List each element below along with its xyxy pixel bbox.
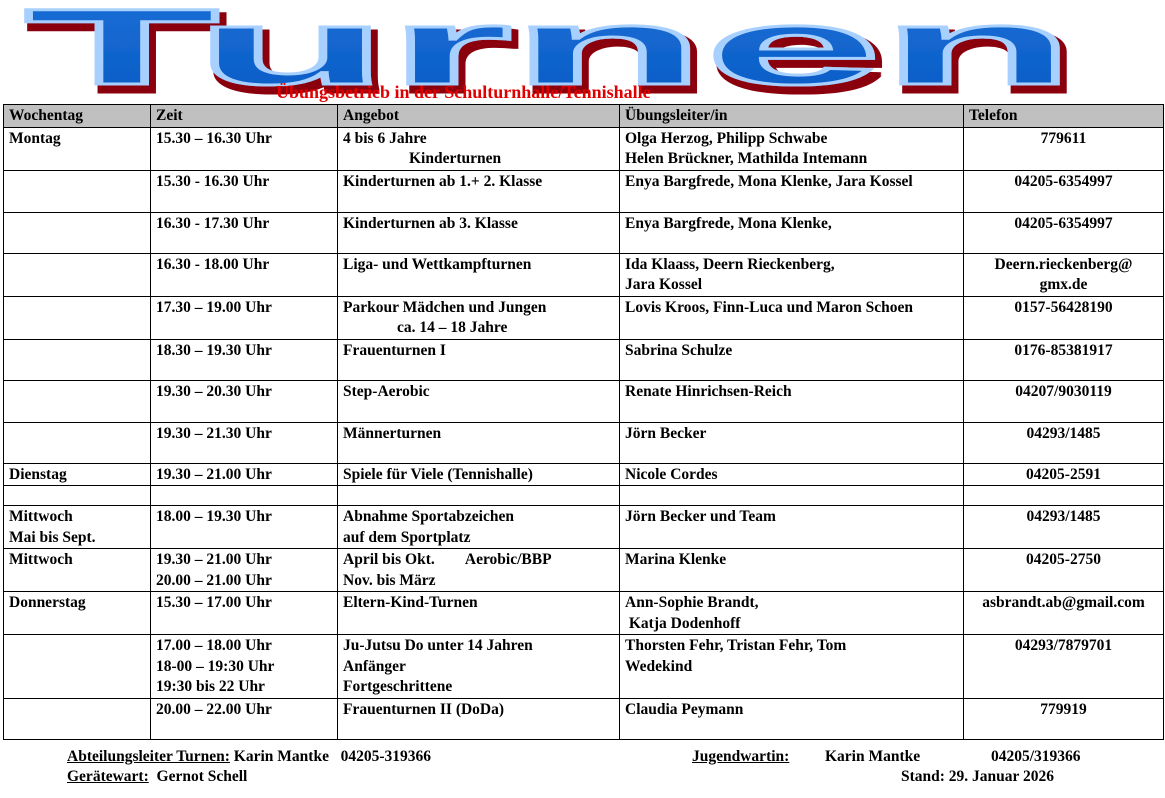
- time-line: 17.30 – 19.00 Uhr: [156, 298, 272, 316]
- cell-offer: [338, 486, 620, 506]
- table-row: [4, 486, 1164, 506]
- table-row: [4, 296, 1164, 339]
- offer-line: April bis Okt. Aerobic/BBP: [343, 551, 552, 568]
- time-line: 16.30 - 18.00 Uhr: [156, 255, 270, 273]
- offer-line: Nov. bis März: [343, 571, 436, 589]
- phone-line: 04205-2750: [1026, 551, 1101, 568]
- offer-line: Ju-Jutsu Do unter 14 Jahren: [343, 637, 533, 654]
- cell-time: [151, 463, 338, 486]
- time-line: 19:30 bis 22 Uhr: [156, 678, 265, 695]
- phone-line: 04293/1485: [1026, 508, 1101, 525]
- subtitle: Übungsbetrieb in der Schulturnhalle/Tennishalle: [276, 82, 651, 102]
- table-row: [4, 212, 1164, 253]
- cell-offer: [338, 422, 620, 463]
- cell-time: [151, 380, 338, 422]
- offer-line: Kinderturnen ab 3. Klasse: [343, 214, 518, 232]
- cell-phone: [964, 422, 1164, 463]
- cell-day: [4, 170, 151, 212]
- cell-time: [151, 422, 338, 463]
- leader-line: Thorsten Fehr, Tristan Fehr, Tom: [625, 637, 847, 654]
- header-leader: Übungsleiter/in: [620, 105, 964, 128]
- table-row: [4, 549, 1164, 592]
- cell-offer: [338, 463, 620, 486]
- time-line: 18.00 – 19.30 Uhr: [156, 508, 272, 525]
- cell-time: [151, 253, 338, 296]
- turnen-wordart-title: [20, 0, 1090, 95]
- leader-line: Ida Klaass, Deern Rieckenberg,: [625, 255, 835, 273]
- cell-day: [4, 698, 151, 739]
- cell-offer: [338, 212, 620, 253]
- time-line: 17.00 – 18.00 Uhr: [156, 637, 272, 654]
- table-row: [4, 339, 1164, 380]
- offer-line: Männerturnen: [343, 424, 442, 442]
- cell-day: [4, 339, 151, 380]
- header-weekday: Wochentag: [4, 105, 151, 128]
- phone-line: 779611: [1040, 129, 1087, 147]
- leader-line: Marina Klenke: [625, 551, 727, 568]
- day-line: Montag: [9, 129, 61, 147]
- offer-line: auf dem Sportplatz: [343, 528, 471, 546]
- cell-day: [4, 296, 151, 339]
- day-line: Dienstag: [9, 465, 67, 483]
- cell-day: [4, 380, 151, 422]
- time-line: 19.30 – 21.00 Uhr: [156, 551, 272, 568]
- cell-offer: [338, 380, 620, 422]
- cell-phone: [964, 635, 1164, 699]
- day-line: Mai bis Sept.: [9, 528, 96, 546]
- cell-day: [4, 212, 151, 253]
- cell-phone: [964, 592, 1164, 635]
- time-line: 19.30 – 20.30 Uhr: [156, 382, 272, 400]
- cell-time: [151, 549, 338, 592]
- cell-day: [4, 422, 151, 463]
- leader-line: Ann-Sophie Brandt,: [625, 594, 759, 611]
- table-row: [4, 698, 1164, 739]
- cell-leader: [620, 127, 964, 170]
- cell-leader: [620, 549, 964, 592]
- header-offer: Angebot: [338, 105, 620, 128]
- leader-line: Lovis Kroos, Finn-Luca und Maron Schoen: [625, 298, 913, 316]
- leader-line: Jörn Becker: [625, 424, 707, 442]
- phone-line: 04207/9030119: [1015, 382, 1112, 400]
- youth-name: Karin Mantke: [825, 748, 921, 765]
- cell-leader: [620, 339, 964, 380]
- time-line: 16.30 - 17.30 Uhr: [156, 214, 270, 232]
- cell-offer: [338, 549, 620, 592]
- phone-line: gmx.de: [1039, 276, 1088, 293]
- cell-offer: [338, 506, 620, 549]
- phone-line: 04205-2591: [1026, 465, 1101, 483]
- cell-leader: [620, 635, 964, 699]
- cell-leader: [620, 463, 964, 486]
- cell-time: [151, 486, 338, 506]
- cell-leader: [620, 592, 964, 635]
- cell-leader: [620, 170, 964, 212]
- cell-offer: [338, 592, 620, 635]
- cell-time: [151, 212, 338, 253]
- phone-line: asbrandt.ab@gmail.com: [982, 594, 1145, 611]
- cell-leader: [620, 486, 964, 506]
- table-row: [4, 506, 1164, 549]
- table-row: [4, 463, 1164, 486]
- cell-leader: [620, 296, 964, 339]
- cell-phone: [964, 698, 1164, 739]
- youth-label: Jugendwartin:: [692, 748, 790, 765]
- offer-line: Eltern-Kind-Turnen: [343, 594, 478, 611]
- cell-phone: [964, 506, 1164, 549]
- cell-time: [151, 296, 338, 339]
- cell-offer: [338, 296, 620, 339]
- footer-head: [67, 748, 431, 766]
- phone-line: Deern.rieckenberg@: [994, 255, 1133, 273]
- schedule-table: [3, 104, 1164, 740]
- equip-label: Gerätewart:: [67, 768, 149, 785]
- cell-day: [4, 486, 151, 506]
- time-line: 18.30 – 19.30 Uhr: [156, 341, 272, 359]
- offer-line: Frauenturnen I: [343, 341, 446, 359]
- time-line: 20.00 – 22.00 Uhr: [156, 700, 272, 718]
- cell-leader: [620, 506, 964, 549]
- cell-offer: [338, 170, 620, 212]
- cell-time: [151, 170, 338, 212]
- offer-line: Parkour Mädchen und Jungen: [343, 298, 547, 316]
- cell-phone: [964, 253, 1164, 296]
- cell-offer: [338, 339, 620, 380]
- cell-offer: [338, 127, 620, 170]
- time-line: 19.30 – 21.00 Uhr: [156, 465, 272, 483]
- time-line: 15.30 – 17.00 Uhr: [156, 594, 272, 611]
- cell-day: [4, 253, 151, 296]
- cell-phone: [964, 486, 1164, 506]
- youth-phone: 04205/319366: [991, 748, 1081, 765]
- table-row: [4, 592, 1164, 635]
- cell-phone: [964, 127, 1164, 170]
- cell-leader: [620, 253, 964, 296]
- offer-line: Spiele für Viele (Tennishalle): [343, 465, 533, 483]
- time-line: 18-00 – 19:30 Uhr: [156, 657, 275, 675]
- leader-line: Claudia Peymann: [625, 700, 744, 718]
- cell-offer: [338, 635, 620, 699]
- table-row: [4, 253, 1164, 296]
- table-row: [4, 422, 1164, 463]
- offer-line: Kinderturnen ab 1.+ 2. Klasse: [343, 172, 543, 190]
- leader-line: Wedekind: [625, 657, 693, 675]
- offer-line: Abnahme Sportabzeichen: [343, 508, 514, 525]
- day-line: Mittwoch: [9, 508, 73, 525]
- time-line: 15.30 - 16.30 Uhr: [156, 172, 270, 190]
- cell-leader: [620, 422, 964, 463]
- cell-phone: [964, 339, 1164, 380]
- leader-line: Enya Bargfrede, Mona Klenke, Jara Kossel: [625, 172, 913, 190]
- time-line: 20.00 – 21.00 Uhr: [156, 571, 272, 589]
- cell-leader: [620, 380, 964, 422]
- cell-day: [4, 635, 151, 699]
- time-line: 19.30 – 21.30 Uhr: [156, 424, 272, 442]
- phone-line: 04205-6354997: [1014, 214, 1113, 232]
- head-value: Karin Mantke 04205-319366: [233, 748, 431, 765]
- cell-day: [4, 127, 151, 170]
- cell-offer: [338, 253, 620, 296]
- leader-line: Olga Herzog, Philipp Schwabe: [625, 129, 828, 147]
- cell-day: [4, 592, 151, 635]
- cell-leader: [620, 212, 964, 253]
- leader-line: Nicole Cordes: [625, 465, 718, 483]
- offer-line: ca. 14 – 18 Jahre: [397, 319, 508, 336]
- equip-value: Gernot Schell: [156, 768, 248, 785]
- footer-youth: [692, 748, 789, 766]
- banner-title-text: Turnen: [25, 0, 1075, 95]
- time-line: 15.30 – 16.30 Uhr: [156, 129, 272, 147]
- footer-equipment: [67, 768, 247, 786]
- offer-line: Kinderturnen: [409, 150, 502, 167]
- phone-line: 04205-6354997: [1014, 172, 1113, 190]
- cell-phone: [964, 380, 1164, 422]
- leader-line: Katja Dodenhoff: [625, 614, 741, 632]
- offer-line: 4 bis 6 Jahre: [343, 129, 427, 147]
- cell-time: [151, 592, 338, 635]
- phone-line: 779919: [1040, 700, 1087, 718]
- table-row: [4, 635, 1164, 699]
- offer-line: Anfänger: [343, 657, 406, 675]
- cell-time: [151, 339, 338, 380]
- cell-leader: [620, 698, 964, 739]
- leader-line: Renate Hinrichsen-Reich: [625, 382, 792, 400]
- cell-phone: [964, 549, 1164, 592]
- cell-phone: [964, 296, 1164, 339]
- cell-time: [151, 506, 338, 549]
- offer-line: Frauenturnen II (DoDa): [343, 700, 505, 718]
- day-line: Donnerstag: [9, 594, 86, 611]
- head-label: Abteilungsleiter Turnen:: [67, 748, 230, 765]
- table-row: [4, 170, 1164, 212]
- day-line: Mittwoch: [9, 551, 73, 568]
- table-row: [4, 380, 1164, 422]
- cell-time: [151, 127, 338, 170]
- cell-day: [4, 549, 151, 592]
- leader-line: Sabrina Schulze: [625, 341, 733, 359]
- cell-day: [4, 506, 151, 549]
- leader-line: Enya Bargfrede, Mona Klenke,: [625, 214, 832, 232]
- stand-date: Stand: 29. Januar 2026: [901, 768, 1055, 785]
- phone-line: 0176-85381917: [1014, 341, 1113, 359]
- offer-line: Liga- und Wettkampfturnen: [343, 255, 532, 273]
- table-header-row: [4, 105, 1164, 128]
- cell-offer: [338, 698, 620, 739]
- cell-phone: [964, 463, 1164, 486]
- cell-phone: [964, 170, 1164, 212]
- leader-line: Jörn Becker und Team: [625, 508, 776, 525]
- header-time: Zeit: [151, 105, 338, 128]
- phone-line: 0157-56428190: [1014, 298, 1113, 316]
- leader-line: Jara Kossel: [625, 276, 703, 293]
- cell-day: [4, 463, 151, 486]
- table-row: [4, 127, 1164, 170]
- phone-line: 04293/7879701: [1014, 637, 1113, 654]
- cell-phone: [964, 212, 1164, 253]
- offer-line: Fortgeschrittene: [343, 678, 453, 695]
- cell-time: [151, 698, 338, 739]
- leader-line: Helen Brückner, Mathilda Intemann: [625, 150, 868, 167]
- cell-time: [151, 635, 338, 699]
- phone-line: 04293/1485: [1026, 424, 1101, 442]
- header-phone: Telefon: [964, 105, 1164, 128]
- offer-line: Step-Aerobic: [343, 382, 430, 400]
